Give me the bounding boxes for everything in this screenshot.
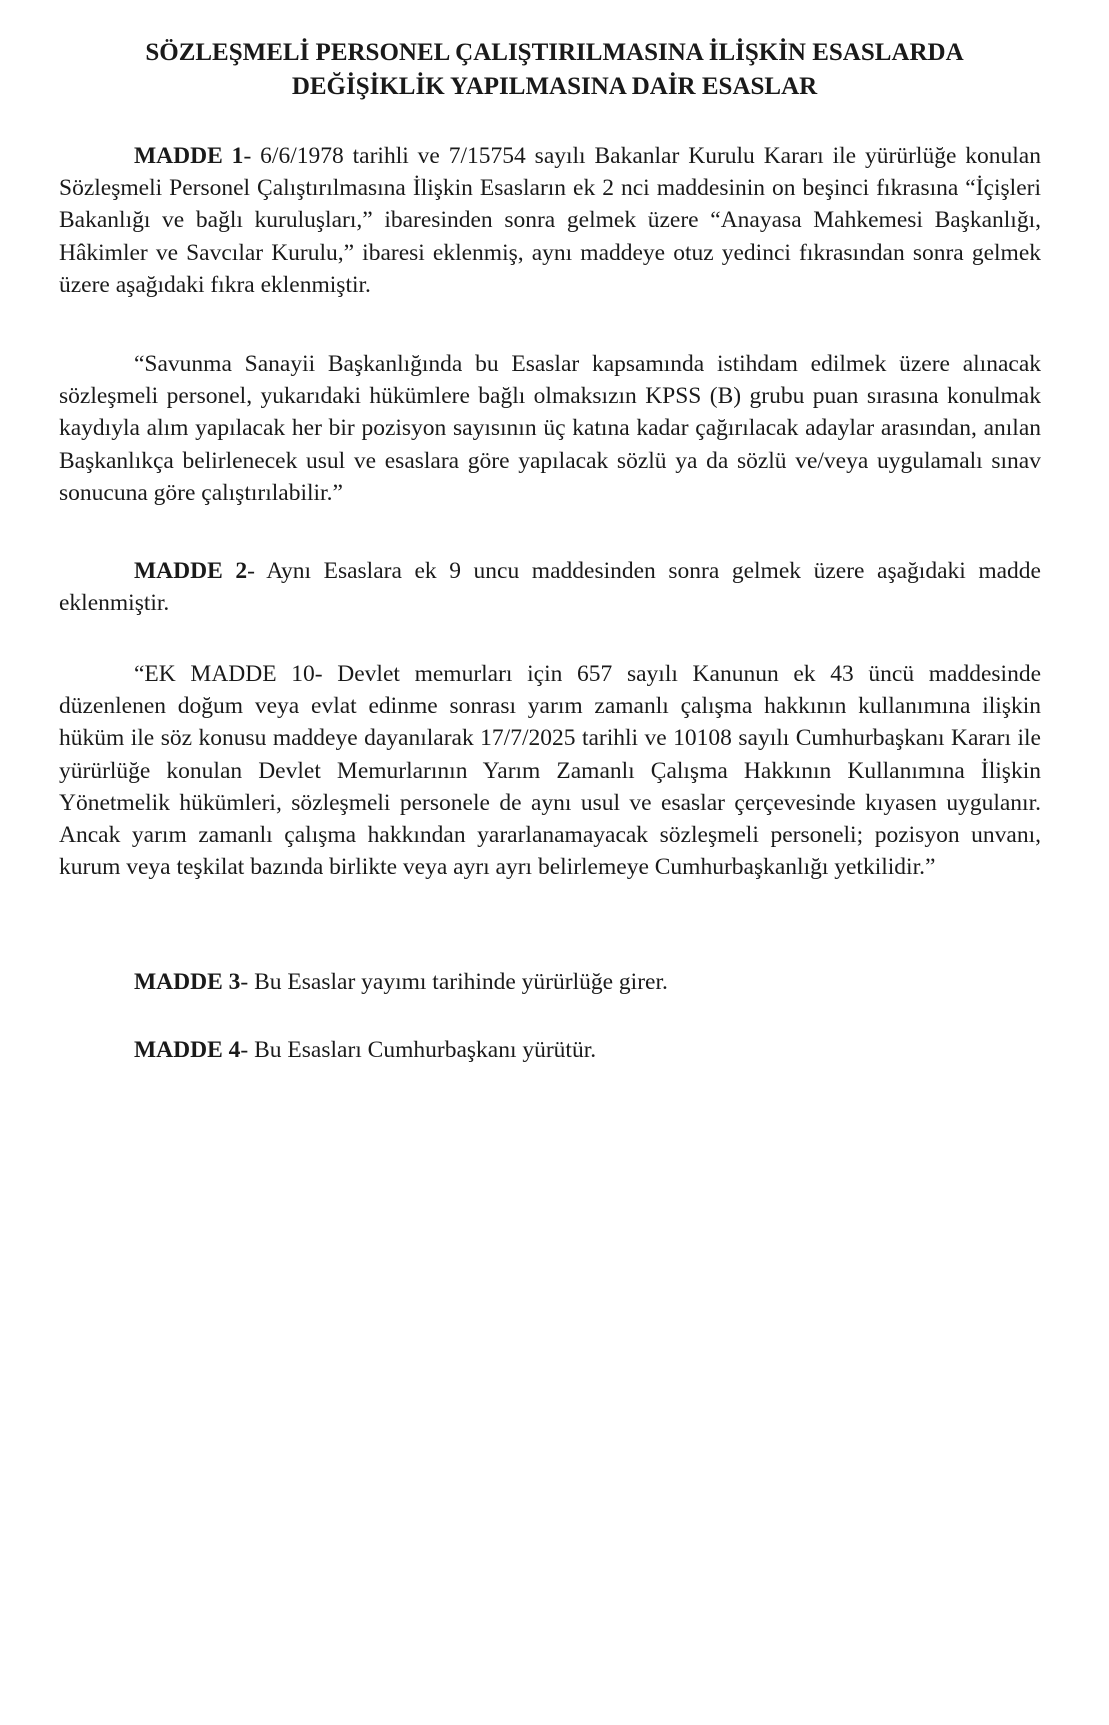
article-text: - Aynı Esaslara ek 9 uncu maddesinden sonra gelmek üzere aşağıdaki madde eklenmiştir. — [59, 558, 1041, 617]
document-title-line-1: SÖZLEŞMELİ PERSONEL ÇALIŞTIRILMASINA İLİŞKİN ESASLARDA — [145, 39, 964, 66]
article-text: - 6/6/1978 tarihli ve 7/15754 sayılı Bakanlar Kurulu Kararı ile yürürlüğe konulan Sözleşmeli Personel Çalıştırılmasına İlişkin Esasların ek 2 nci maddesinin on beşinci fıkrasına “İçişleri Bakanlığı ve bağlı kuruluşları,” ibaresinden sonra gelmek üzere “Anayasa Mahkemesi Başkanlığı, Hâkimler ve Savcılar Kurulu,” ibaresi eklenmiş, aynı maddeye otuz yedinci fıkrasından sonra gelmek üzere aşağıdaki fıkra eklenmiştir. — [59, 143, 1041, 298]
article-1-added-clause — [59, 348, 1041, 509]
article-2-paragraph — [59, 555, 1041, 619]
article-text: - Bu Esasları Cumhurbaşkanı yürütür. — [240, 1037, 597, 1063]
document-title-line-2: DEĞİŞİKLİK YAPILMASINA DAİR ESASLAR — [291, 73, 818, 100]
article-text: “Savunma Sanayii Başkanlığında bu Esaslar kapsamında istihdam edilmek üzere alınacak sözleşmeli personel, yukarıdaki hükümlere bağlı olmaksızın KPSS (B) grubu puan sırasına konulmak kaydıyla alım yapılacak her bir pozisyon sayısının üç katına kadar çağırılacak adaylar arasından, anılan Başkanlıkça belirlenecek usul ve esaslara göre yapılacak sözlü ya da sözlü ve/veya uygulamalı sınav sonucuna göre çalıştırılabilir.” — [59, 351, 1041, 506]
article-1-paragraph — [59, 140, 1041, 301]
article-label: MADDE 1 — [134, 143, 244, 169]
article-3-paragraph — [59, 966, 1041, 998]
article-label: MADDE 4 — [134, 1037, 241, 1063]
article-2-added-article — [59, 658, 1041, 883]
article-text: - Bu Esaslar yayımı tarihinde yürürlüğe girer. — [240, 969, 668, 995]
article-label: MADDE 2 — [134, 558, 248, 584]
article-label: MADDE 3 — [134, 969, 241, 995]
article-text: “EK MADDE 10- Devlet memurları için 657 sayılı Kanunun ek 43 üncü maddesinde düzenlenen doğum veya evlat edinme sonrası yarım zamanlı çalışma hakkının kullanımına ilişkin hüküm ile söz konusu maddeye dayanılarak 17/7/2025 tarihli ve 10108 sayılı Cumhurbaşkanı Kararı ile yürürlüğe konulan Devlet Memurlarının Yarım Zamanlı Çalışma Hakkının Kullanımına İlişkin Yönetmelik hükümleri, sözleşmeli personele de aynı usul ve esaslar çerçevesinde kıyasen uygulanır. Ancak yarım zamanlı çalışma hakkından yararlanamayacak sözleşmeli personeli; pozisyon unvanı, kurum veya teşkilat bazında birlikte veya ayrı ayrı belirlemeye Cumhurbaşkanlığı yetkilidir.” — [59, 661, 1041, 881]
article-4-paragraph — [59, 1034, 1041, 1066]
